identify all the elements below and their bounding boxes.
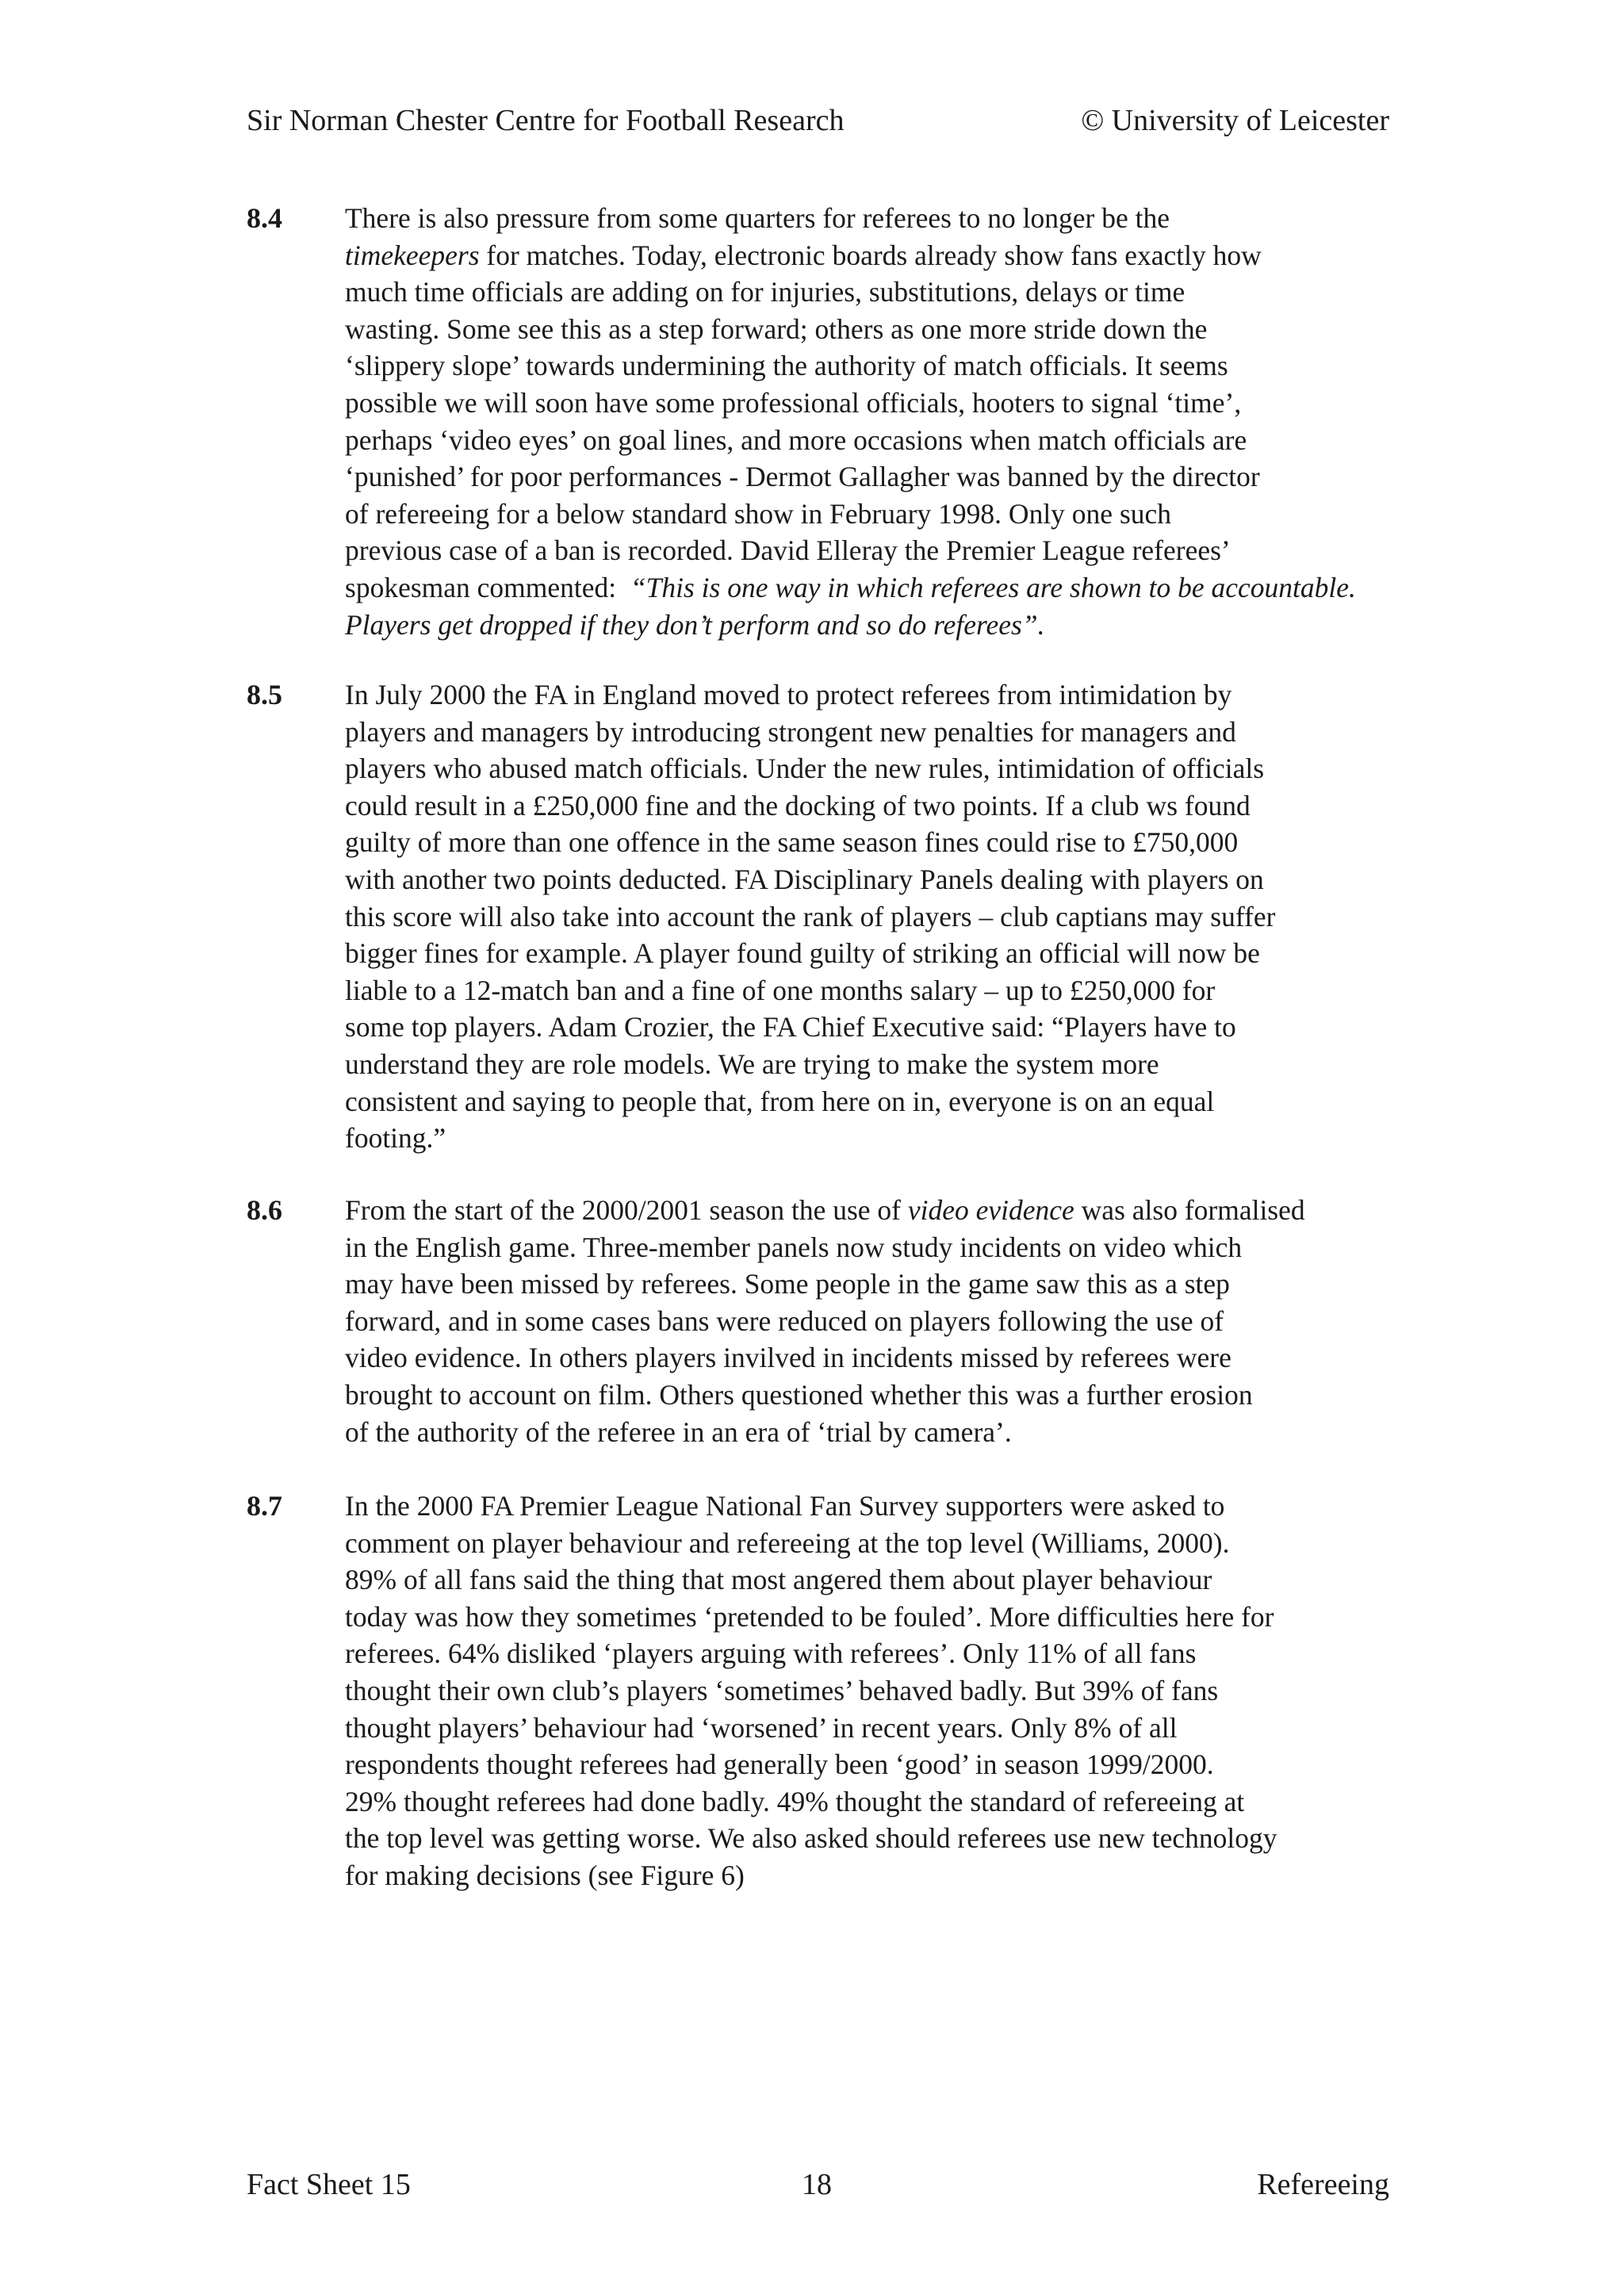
text-line: in the English game. Three-member panels now study incidents on video which — [345, 1231, 1243, 1263]
section-body — [345, 200, 1404, 643]
text-line: brought to account on film. Others questioned whether this was a further erosion — [345, 1378, 1253, 1411]
section-number: 8.4 — [247, 202, 282, 234]
section-body — [345, 676, 1404, 1157]
header-copyright: © University of Leicester — [1081, 104, 1389, 137]
footer-topic: Refereeing — [1257, 2168, 1389, 2201]
text-line: There is also pressure from some quarters for referees to no longer be the — [345, 202, 1170, 234]
text-line: understand they are role models. We are trying to make the system more — [345, 1047, 1159, 1080]
emphasis-timekeepers: timekeepers — [345, 239, 480, 271]
section-body — [345, 1192, 1404, 1450]
text-line: of the authority of the referee in an era of ‘trial by camera’. — [345, 1415, 1012, 1448]
text-line: possible we will soon have some professional officials, hooters to signal ‘time’, — [345, 386, 1242, 419]
text-line: this score will also take into account the rank of players – club captians may suffer — [345, 900, 1276, 933]
text-line: thought their own club’s players ‘sometimes’ behaved badly. But 39% of fans — [345, 1674, 1219, 1706]
text-line: much time officials are adding on for injuries, substitutions, delays or time — [345, 276, 1185, 308]
text-line: In the 2000 FA Premier League National Fan Survey supporters were asked to — [345, 1490, 1225, 1522]
text-line: timekeepers for matches. Today, electronic boards already show fans exactly how — [345, 239, 1262, 271]
text-line: ‘punished’ for poor performances - Dermot Gallagher was banned by the director — [345, 461, 1260, 493]
section-number: 8.6 — [247, 1194, 282, 1226]
text-line: respondents thought referees had generally been ‘good’ in season 1999/2000. — [345, 1748, 1214, 1781]
text-line: consistent and saying to people that, from here on in, everyone is on an equal — [345, 1085, 1215, 1117]
text-line: 89% of all fans said the thing that most angered them about player behaviour — [345, 1564, 1212, 1596]
text-line: may have been missed by referees. Some people in the game saw this as a step — [345, 1268, 1230, 1300]
text-line: the top level was getting worse. We also asked should referees use new technology — [345, 1822, 1277, 1855]
text-line: with another two points deducted. FA Disciplinary Panels dealing with players on — [345, 863, 1264, 895]
emphasis-video-evidence: video evidence — [907, 1194, 1074, 1226]
text-line: ‘slippery slope’ towards undermining the authority of match officials. It seems — [345, 350, 1228, 382]
text-line: liable to a 12-match ban and a fine of one months salary – up to £250,000 for — [345, 974, 1216, 1006]
quote-elleray: “This is one way in which referees are shown to be accountable. — [630, 571, 1356, 603]
text-line: for making decisions (see Figure 6) — [345, 1859, 745, 1891]
header-centre-name: Sir Norman Chester Centre for Football Research — [247, 104, 845, 137]
text-line: today was how they sometimes ‘pretended to be fouled’. More difficulties here for — [345, 1600, 1274, 1633]
text-line: footing.” — [345, 1122, 446, 1155]
text-line: perhaps ‘video eyes’ on goal lines, and more occasions when match officials are — [345, 423, 1247, 456]
text-line: video evidence. In others players invilved in incidents missed by referees were — [345, 1342, 1231, 1374]
text-line: players who abused match officials. Under the new rules, intimidation of officials — [345, 753, 1265, 785]
text-line: guilty of more than one offence in the same season fines could rise to £750,000 — [345, 826, 1239, 859]
section-body — [345, 1488, 1404, 1894]
text-line: forward, and in some cases bans were reduced on players following the use of — [345, 1304, 1224, 1337]
text-line: comment on player behaviour and refereeing at the top level (Williams, 2000). — [345, 1526, 1230, 1559]
text-line: previous case of a ban is recorded. David Elleray the Premier League referees’ — [345, 534, 1231, 567]
text-line: 29% thought referees had done badly. 49% thought the standard of refereeing at — [345, 1785, 1245, 1817]
section-number: 8.7 — [247, 1490, 282, 1522]
text-line: wasting. Some see this as a step forward; others as one more stride down the — [345, 312, 1208, 345]
text-line: players and managers by introducing strongent new penalties for managers and — [345, 715, 1236, 748]
quote-elleray-continued: Players get dropped if they don’t perform and so do referees”. — [345, 608, 1045, 641]
text-line: spokesman commented: “This is one way in which referees are shown to be accountable. — [345, 571, 1356, 603]
text-line: referees. 64% disliked ‘players arguing with referees’. Only 11% of all fans — [345, 1637, 1197, 1670]
text-line: In July 2000 the FA in England moved to protect referees from intimidation by — [345, 679, 1232, 710]
text-line: From the start of the 2000/2001 season the use of video evidence was also formalised — [345, 1194, 1305, 1226]
footer-fact-sheet: Fact Sheet 15 — [247, 2168, 411, 2201]
text-line: some top players. Adam Crozier, the FA Chief Executive said: “Players have to — [345, 1011, 1236, 1044]
section-number: 8.5 — [247, 679, 282, 710]
text-line: could result in a £250,000 fine and the docking of two points. If a club ws found — [345, 789, 1251, 821]
text-line: of refereeing for a below standard show in February 1998. Only one such — [345, 497, 1172, 530]
text-line: bigger fines for example. A player found guilty of striking an official will now be — [345, 937, 1260, 970]
text-line: thought players’ behaviour had ‘worsened’ in recent years. Only 8% of all — [345, 1711, 1178, 1744]
page-number: 18 — [802, 2168, 832, 2201]
